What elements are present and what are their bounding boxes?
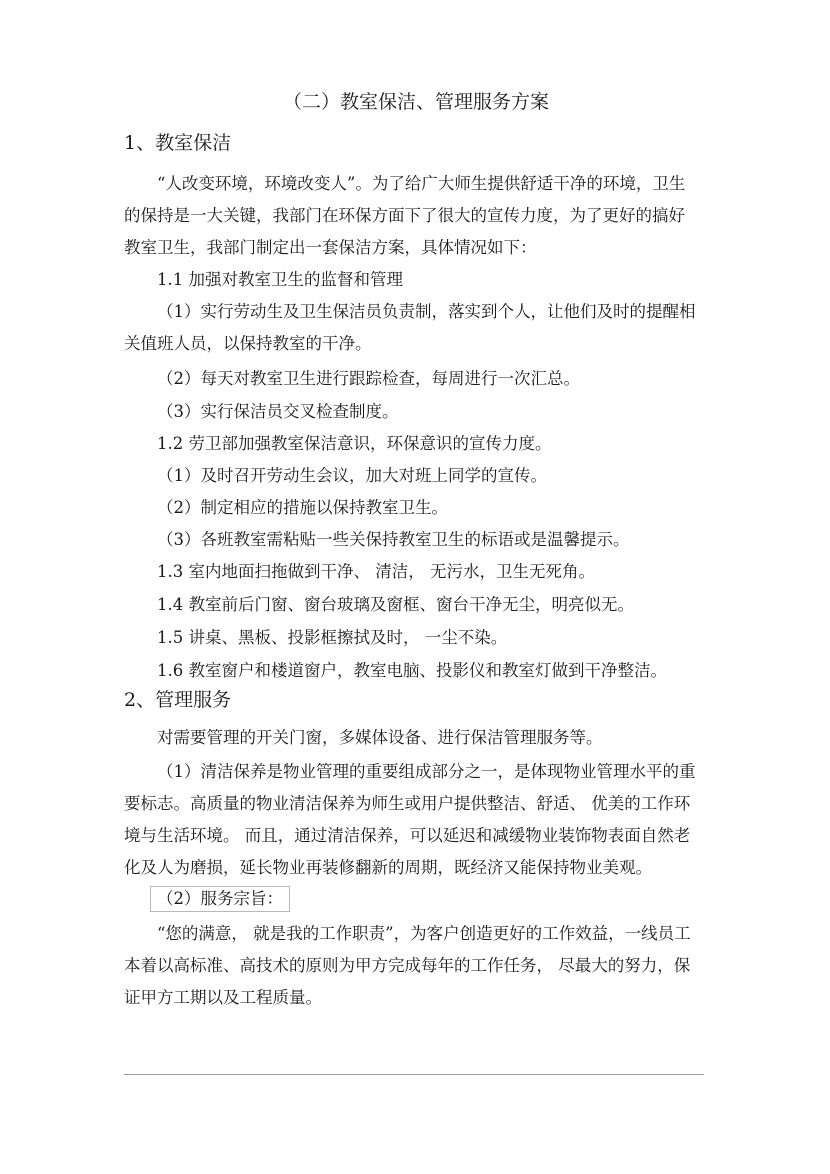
list-item: （1）实行劳动生及卫生保洁员负责制，落实到个人，让他们及时的提醒相	[157, 302, 696, 321]
paragraph-line: 化及人为磨损，延长物业再装修翻新的周期，既经济又能保持物业美观。	[124, 858, 652, 877]
paragraph-line: 证甲方工期以及工程质量。	[124, 988, 322, 1007]
list-item-continuation: 关值班人员，以保持教室的干净。	[124, 334, 372, 353]
paragraph-line: 本着以高标准、高技术的原则为甲方完成每年的工作任务， 尽最大的努力，保	[124, 956, 691, 975]
list-item: （1）及时召开劳动生会议，加大对班上同学的宣传。	[157, 466, 547, 485]
paragraph-line: （1）清洁保养是物业管理的重要组成部分之一，是体现物业管理水平的重	[157, 762, 696, 781]
document-title: （二）教室保洁、管理服务方案	[283, 91, 550, 113]
subheading-1-2: 1.2 劳卫部加强教室保洁意识，环保意识的宣传力度。	[157, 434, 552, 453]
subheading-1-3: 1.3 室内地面扫拖做到干净、 清洁， 无污水，卫生无死角。	[157, 562, 595, 581]
paragraph-line: 对需要管理的开关门窗，多媒体设备、进行保洁管理服务等。	[157, 728, 603, 747]
footer-divider	[124, 1074, 704, 1075]
paragraph-line: 要标志。高质量的物业清洁保养为师生或用户提供整洁、舒适、 优美的工作环	[124, 794, 691, 813]
section-2-heading: 2、管理服务	[124, 689, 232, 711]
subheading-1-6: 1.6 教室窗户和楼道窗户，教室电脑、投影仪和教室灯做到干净整洁。	[157, 661, 667, 680]
list-item: （3）各班教室需粘贴一些关保持教室卫生的标语或是温馨提示。	[157, 530, 630, 549]
list-item: （3）实行保洁员交叉检查制度。	[157, 402, 399, 421]
paragraph-line: “人改变环境，环境改变人”。为了给广大师生提供舒适干净的环境，卫生	[157, 174, 686, 193]
service-purpose-label: （2）服务宗旨：	[150, 886, 290, 912]
paragraph-line: 教室卫生，我部门制定出一套保洁方案，具体情况如下：	[124, 238, 537, 257]
paragraph-line: 境与生活环境。 而且，通过清洁保养，可以延迟和减缓物业装饰物表面自然老	[124, 826, 691, 845]
list-item: （2）制定相应的措施以保持教室卫生。	[157, 498, 448, 517]
section-1-heading: 1、教室保洁	[124, 132, 232, 154]
subheading-1-4: 1.4 教室前后门窗、窗台玻璃及窗框、窗台干净无尘，明亮似无。	[157, 595, 634, 614]
paragraph-line: 的保持是一大关键，我部门在环保方面下了很大的宣传力度，为了更好的搞好	[124, 206, 685, 225]
list-item: （2）每天对教室卫生进行跟踪检查，每周进行一次汇总。	[157, 369, 580, 388]
paragraph-line: “您的满意， 就是我的工作职责”，为客户创造更好的工作效益，一线员工	[157, 924, 691, 943]
subheading-1-5: 1.5 讲桌、黑板、投影框擦拭及时， 一尘不染。	[157, 628, 508, 647]
subheading-1-1: 1.1 加强对教室卫生的监督和管理	[157, 270, 403, 289]
